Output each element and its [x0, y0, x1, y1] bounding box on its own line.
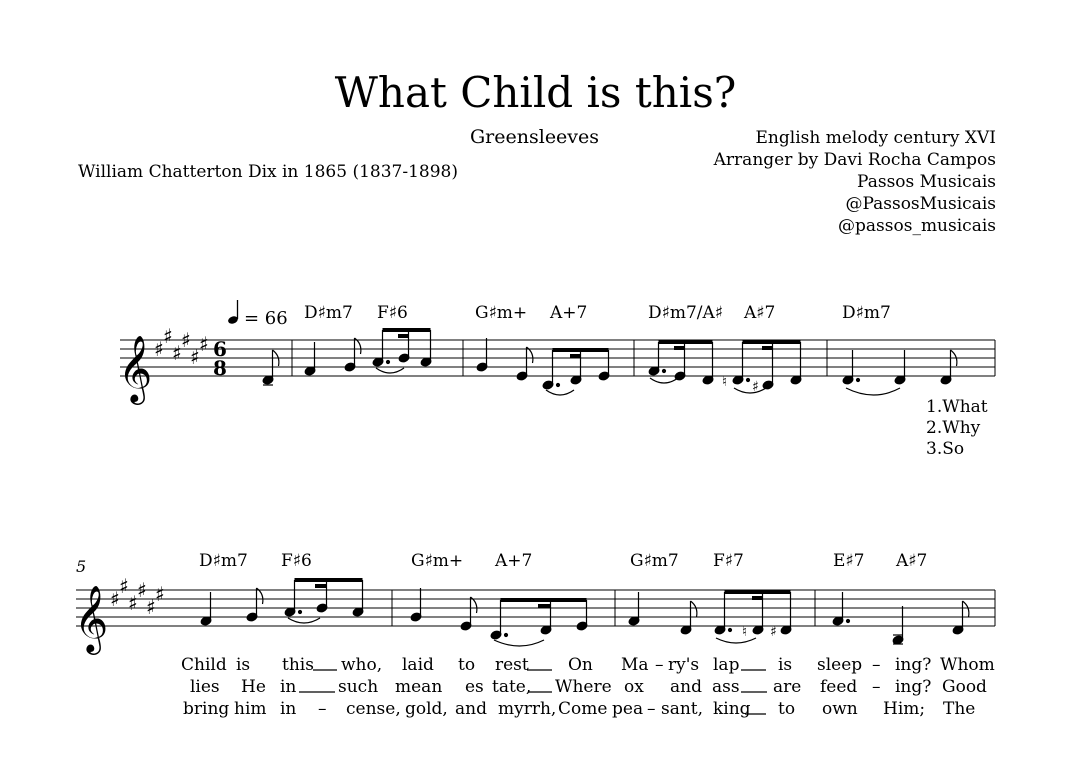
key-signature-1 — [154, 324, 209, 369]
chord-symbol: D♯m7 — [842, 303, 891, 323]
lyric-syllable: ing? — [895, 655, 932, 675]
lyric-verse-3: 3.So — [926, 439, 965, 459]
tempo-marking — [227, 300, 288, 329]
lyrics-verse-1 — [181, 655, 995, 675]
lyric-syllable: ry's — [668, 655, 700, 675]
lyric-syllable: Whom — [940, 655, 995, 675]
lyric-syllable: in — [280, 699, 297, 719]
lyric-syllable: mean — [395, 677, 443, 697]
chord-symbol: A+7 — [550, 303, 588, 323]
publisher-credit: Passos Musicais — [857, 172, 996, 192]
measure-number: 5 — [76, 557, 87, 576]
lyric-syllable: him — [234, 699, 267, 719]
lyric-syllable: – — [655, 655, 664, 675]
lyric-syllable: – — [872, 655, 881, 675]
lyric-syllable: gold, — [405, 699, 448, 719]
svg-text:♯: ♯ — [137, 578, 147, 602]
lyric-syllable: myrrh, — [498, 699, 557, 719]
lyric-syllable: – — [318, 699, 327, 719]
lyric-syllable: ox — [624, 677, 644, 697]
lyric-syllable: Ma — [621, 655, 649, 675]
poet-credit: William Chatterton Dix in 1865 (1837-1898) — [78, 162, 458, 182]
lyric-syllable: cense, — [346, 699, 401, 719]
lyric-syllable: Good — [942, 677, 987, 697]
lyric-syllable: pea — [612, 699, 644, 719]
chord-symbol: A+7 — [495, 551, 533, 571]
lyric-syllable: in — [280, 677, 297, 697]
svg-text:♯: ♯ — [190, 345, 200, 369]
svg-text:♮: ♮ — [722, 374, 728, 390]
chord-symbol: E♯7 — [833, 551, 865, 571]
chord-symbol: G♯m7 — [630, 551, 679, 571]
lyric-syllable: such — [338, 677, 379, 697]
svg-text:♯: ♯ — [752, 379, 759, 395]
svg-text:♯: ♯ — [146, 595, 156, 619]
treble-clef-icon: 𝄞 — [118, 334, 153, 402]
lyric-syllable: bring — [183, 699, 230, 719]
lyric-syllable: this — [282, 655, 314, 675]
tempo-value: = 66 — [244, 308, 288, 329]
chord-symbols-2 — [199, 551, 927, 571]
svg-text:8: 8 — [213, 356, 227, 380]
key-signature-2 — [110, 574, 165, 619]
lyric-syllable: is — [236, 655, 251, 675]
lyric-syllable: Him; — [883, 699, 926, 719]
chord-symbol: G♯m+ — [475, 303, 528, 323]
lyric-syllable: Come — [558, 699, 608, 719]
lyric-syllable: is — [778, 655, 793, 675]
lyric-syllable: Where — [555, 677, 612, 697]
lyric-syllable: laid — [402, 655, 434, 675]
subtitle: Greensleeves — [470, 126, 600, 148]
lyric-syllable: to — [778, 699, 796, 719]
page-title: What Child is this? — [334, 68, 737, 117]
lyric-syllable: tate, — [492, 677, 532, 697]
lyric-syllable: and — [670, 677, 702, 697]
social-credit-1: @PassosMusicais — [845, 194, 996, 214]
lyric-syllable: On — [568, 655, 593, 675]
chord-symbol: F♯6 — [377, 303, 408, 323]
chord-symbol: A♯7 — [744, 303, 776, 323]
treble-clef-icon: 𝄞 — [74, 584, 109, 652]
lyric-syllable: own — [822, 699, 858, 719]
lyric-syllable: ass — [712, 677, 740, 697]
svg-text:♯: ♯ — [154, 337, 164, 361]
chord-symbol: D♯m7/A♯ — [648, 303, 724, 323]
svg-text:♯: ♯ — [172, 341, 182, 365]
lyric-syllable: king — [713, 699, 751, 719]
lyric-syllable: – — [647, 699, 656, 719]
lyrics-verse-3 — [183, 699, 975, 719]
social-credit-2: @passos_musicais — [838, 216, 996, 236]
svg-text:♯: ♯ — [128, 591, 138, 615]
lyric-syllable: are — [773, 677, 802, 697]
svg-text:♯: ♯ — [110, 587, 120, 611]
chord-symbol: F♯7 — [713, 551, 744, 571]
composer-credit: English melody century XVI — [755, 128, 996, 148]
lyric-syllable: – — [872, 677, 881, 697]
chord-symbol: D♯m7 — [304, 303, 353, 323]
svg-text:6: 6 — [213, 337, 227, 361]
lyric-syllable: The — [943, 699, 976, 719]
svg-text:♯: ♯ — [770, 624, 777, 640]
staff-2 — [76, 590, 995, 626]
staff-1 — [120, 340, 995, 376]
lyric-syllable: feed — [820, 677, 858, 697]
svg-text:♯: ♯ — [119, 574, 129, 598]
lyric-syllable: Child — [181, 655, 227, 675]
chord-symbol: G♯m+ — [411, 551, 464, 571]
chord-symbol: A♯7 — [896, 551, 928, 571]
pickup-lyrics — [926, 397, 988, 459]
lyrics-verse-2 — [190, 677, 987, 697]
svg-text:♯: ♯ — [155, 582, 165, 606]
lyric-syllable: sleep — [817, 655, 863, 675]
lyric-syllable: ing? — [895, 677, 932, 697]
lyric-syllable: He — [241, 677, 266, 697]
chord-symbol: D♯m7 — [199, 551, 248, 571]
lyric-verse-2: 2.Why — [926, 418, 981, 438]
chord-symbol: F♯6 — [281, 551, 312, 571]
lyric-syllable: to — [458, 655, 476, 675]
svg-text:♯: ♯ — [163, 324, 173, 348]
lyric-syllable: sant, — [661, 699, 704, 719]
chord-symbols-1 — [304, 303, 891, 323]
svg-text:♯: ♯ — [181, 328, 191, 352]
lyric-syllable: who, — [341, 655, 383, 675]
lyric-syllable: es — [465, 677, 484, 697]
lyric-syllable: and — [455, 699, 487, 719]
time-signature — [213, 337, 227, 380]
lyric-verse-1: 1.What — [926, 397, 988, 417]
arranger-credit: Arranger by Davi Rocha Campos — [713, 150, 996, 170]
svg-text:♯: ♯ — [199, 332, 209, 356]
lyric-syllable: rest — [495, 655, 529, 675]
lyric-syllable: lap — [713, 655, 740, 675]
lyric-syllable: lies — [190, 677, 220, 697]
svg-text:♮: ♮ — [742, 624, 748, 640]
